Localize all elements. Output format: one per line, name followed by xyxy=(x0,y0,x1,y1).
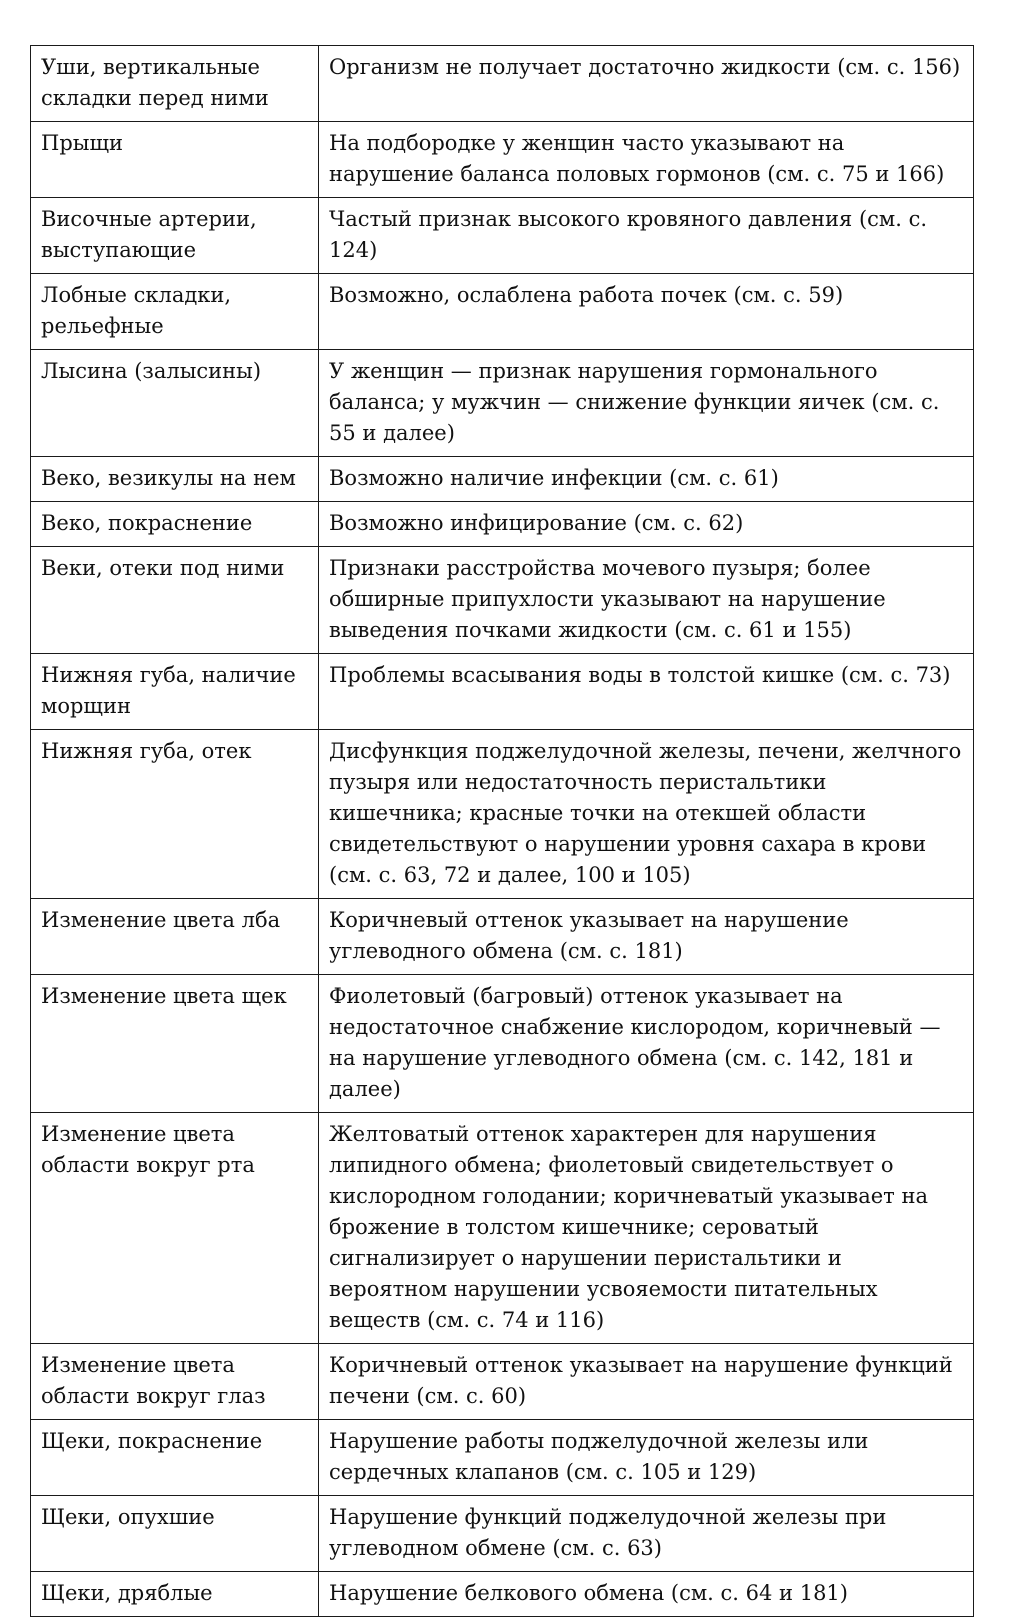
symptom-term: Лысина (залысины) xyxy=(31,350,319,457)
symptom-description: Фиолетовый (багровый) оттенок указывает на недостаточное снабжение кислородом, коричневый — на нарушение углеводного обмена (см. с. 142, 181 и далее) xyxy=(319,975,974,1113)
table-row xyxy=(31,350,974,457)
table-row xyxy=(31,274,974,350)
symptom-description: Желтоватый оттенок характерен для нарушения липидного обмена; фиолетовый свидетельствует о кислородном голодании; коричневатый указывает на брожение в толстом кишечнике; сероватый сигнализирует о нарушении перистальтики и вероятном нарушении усвояемости питательных веществ (см. с. 74 и 116) xyxy=(319,1113,974,1344)
table-row xyxy=(31,730,974,899)
symptom-term: Лобные складки, рельефные xyxy=(31,274,319,350)
symptom-description: Проблемы всасывания воды в толстой кишке (см. с. 73) xyxy=(319,654,974,730)
symptom-term: Нижняя губа, наличие морщин xyxy=(31,654,319,730)
table-row xyxy=(31,46,974,122)
symptom-description: Возможно инфицирование (см. с. 62) xyxy=(319,502,974,547)
table-row xyxy=(31,547,974,654)
symptom-description: Организм не получает достаточно жидкости (см. с. 156) xyxy=(319,46,974,122)
symptom-description: Коричневый оттенок указывает на нарушение функций печени (см. с. 60) xyxy=(319,1344,974,1420)
symptom-term: Щеки, дряблые xyxy=(31,1572,319,1617)
table-row xyxy=(31,1113,974,1344)
symptom-description: Нарушение функций поджелудочной железы при углеводном обмене (см. с. 63) xyxy=(319,1496,974,1572)
symptom-term: Веко, везикулы на нем xyxy=(31,457,319,502)
symptom-term: Уши, вертикальные складки перед ними xyxy=(31,46,319,122)
symptom-term: Изменение цвета лба xyxy=(31,899,319,975)
symptom-description: Возможно наличие инфекции (см. с. 61) xyxy=(319,457,974,502)
table-row xyxy=(31,899,974,975)
table-row xyxy=(31,198,974,274)
symptom-description: Признаки расстройства мочевого пузыря; более обширные припухлости указывают на нарушение выведения почками жидкости (см. с. 61 и 155) xyxy=(319,547,974,654)
symptom-description: У женщин — признак нарушения гормонального баланса; у мужчин — снижение функции яичек (см. с. 55 и далее) xyxy=(319,350,974,457)
symptom-term: Прыщи xyxy=(31,122,319,198)
table-row xyxy=(31,654,974,730)
symptom-term: Щеки, покраснение xyxy=(31,1420,319,1496)
symptom-description: Нарушение белкового обмена (см. с. 64 и 181) xyxy=(319,1572,974,1617)
table-row xyxy=(31,975,974,1113)
symptom-term: Изменение цвета щек xyxy=(31,975,319,1113)
symptom-term: Изменение цвета области вокруг рта xyxy=(31,1113,319,1344)
symptom-table xyxy=(30,45,974,1617)
table-row xyxy=(31,457,974,502)
symptom-description: На подбородке у женщин часто указывают на нарушение баланса половых гормонов (см. с. 75 и 166) xyxy=(319,122,974,198)
table-row xyxy=(31,502,974,547)
table-row xyxy=(31,1420,974,1496)
symptom-term: Веки, отеки под ними xyxy=(31,547,319,654)
table-row xyxy=(31,1496,974,1572)
symptom-description: Коричневый оттенок указывает на нарушение углеводного обмена (см. с. 181) xyxy=(319,899,974,975)
symptom-term: Височные артерии, выступающие xyxy=(31,198,319,274)
table-row xyxy=(31,122,974,198)
table-row xyxy=(31,1572,974,1617)
symptom-term: Изменение цвета области вокруг глаз xyxy=(31,1344,319,1420)
symptom-term: Нижняя губа, отек xyxy=(31,730,319,899)
symptom-term: Веко, покраснение xyxy=(31,502,319,547)
symptom-description: Частый признак высокого кровяного давления (см. с. 124) xyxy=(319,198,974,274)
symptom-description: Дисфункция поджелудочной железы, печени, желчного пузыря или недостаточность перистальтики кишечника; красные точки на отекшей области свидетельствуют о нарушении уровня сахара в крови (см. с. 63, 72 и далее, 100 и 105) xyxy=(319,730,974,899)
symptom-description: Возможно, ослаблена работа почек (см. с. 59) xyxy=(319,274,974,350)
symptom-description: Нарушение работы поджелудочной железы или сердечных клапанов (см. с. 105 и 129) xyxy=(319,1420,974,1496)
table-row xyxy=(31,1344,974,1420)
symptom-term: Щеки, опухшие xyxy=(31,1496,319,1572)
